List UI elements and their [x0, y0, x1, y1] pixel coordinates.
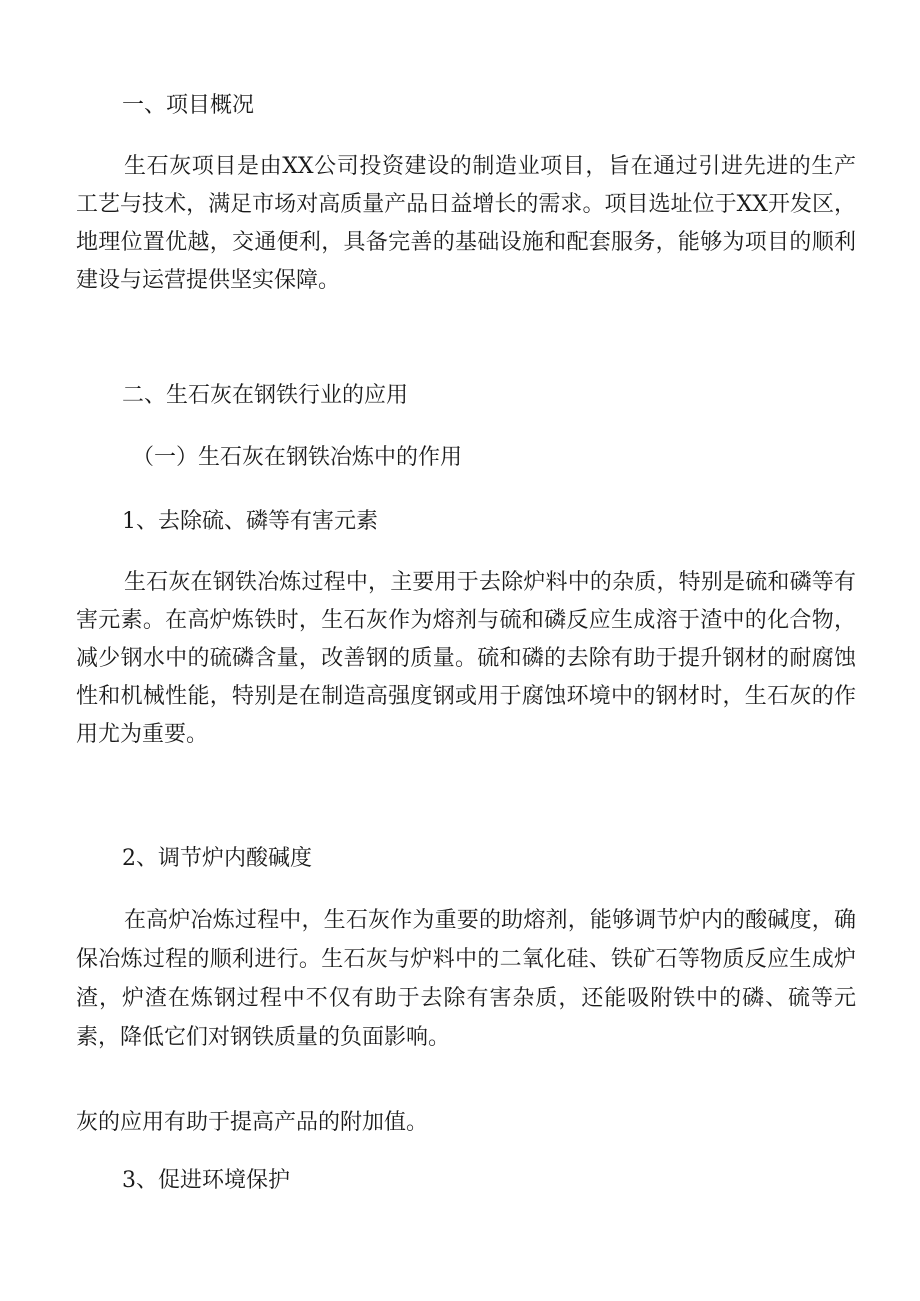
- text-fragment: 灰的应用有助于提高产品的附加值。: [76, 1110, 429, 1135]
- item-heading-environmental-protection: 3、促进环境保护: [122, 1168, 290, 1193]
- item-heading-remove-sulfur-phosphorus: 1、去除硫、磷等有害元素: [122, 509, 378, 534]
- subsection-heading-smelting-role: （一）生石灰在钢铁冶炼中的作用: [132, 445, 463, 470]
- overview-paragraph: 生石灰项目是由XX公司投资建设的制造业项目，旨在通过引进先进的生产工艺与技术，满足市场对高质量产品日益增长的需求。项目选址位于XX开发区，地理位置优越，交通便利，具备完善的基础设施和配套服务，能够为项目的顺利建设与运营提供坚实保障。: [76, 154, 856, 293]
- remove-sulfur-phosphorus-paragraph: 生石灰在钢铁冶炼过程中，主要用于去除炉料中的杂质，特别是硫和磷等有害元素。在高炉炼铁时，生石灰作为熔剂与硫和磷反应生成溶于渣中的化合物，减少钢水中的硫磷含量，改善钢的质量。硫和磷的去除有助于提升钢材的耐腐蚀性和机械性能，特别是在制造高强度钢或用于腐蚀环境中的钢材时，生石灰的作用尤为重要。: [76, 570, 856, 747]
- adjust-acidity-paragraph: 在高炉冶炼过程中，生石灰作为重要的助熔剂，能够调节炉内的酸碱度，确保冶炼过程的顺利进行。生石灰与炉料中的二氧化硅、铁矿石等物质反应生成炉渣，炉渣在炼钢过程中不仅有助于去除有害杂质，还能吸附铁中的磷、硫等元素，降低它们对钢铁质量的负面影响。: [76, 908, 856, 1050]
- section-heading-overview: 一、项目概况: [122, 93, 255, 118]
- item-heading-adjust-acidity: 2、调节炉内酸碱度: [122, 846, 312, 871]
- section-heading-steel-application: 二、生石灰在钢铁行业的应用: [122, 383, 409, 408]
